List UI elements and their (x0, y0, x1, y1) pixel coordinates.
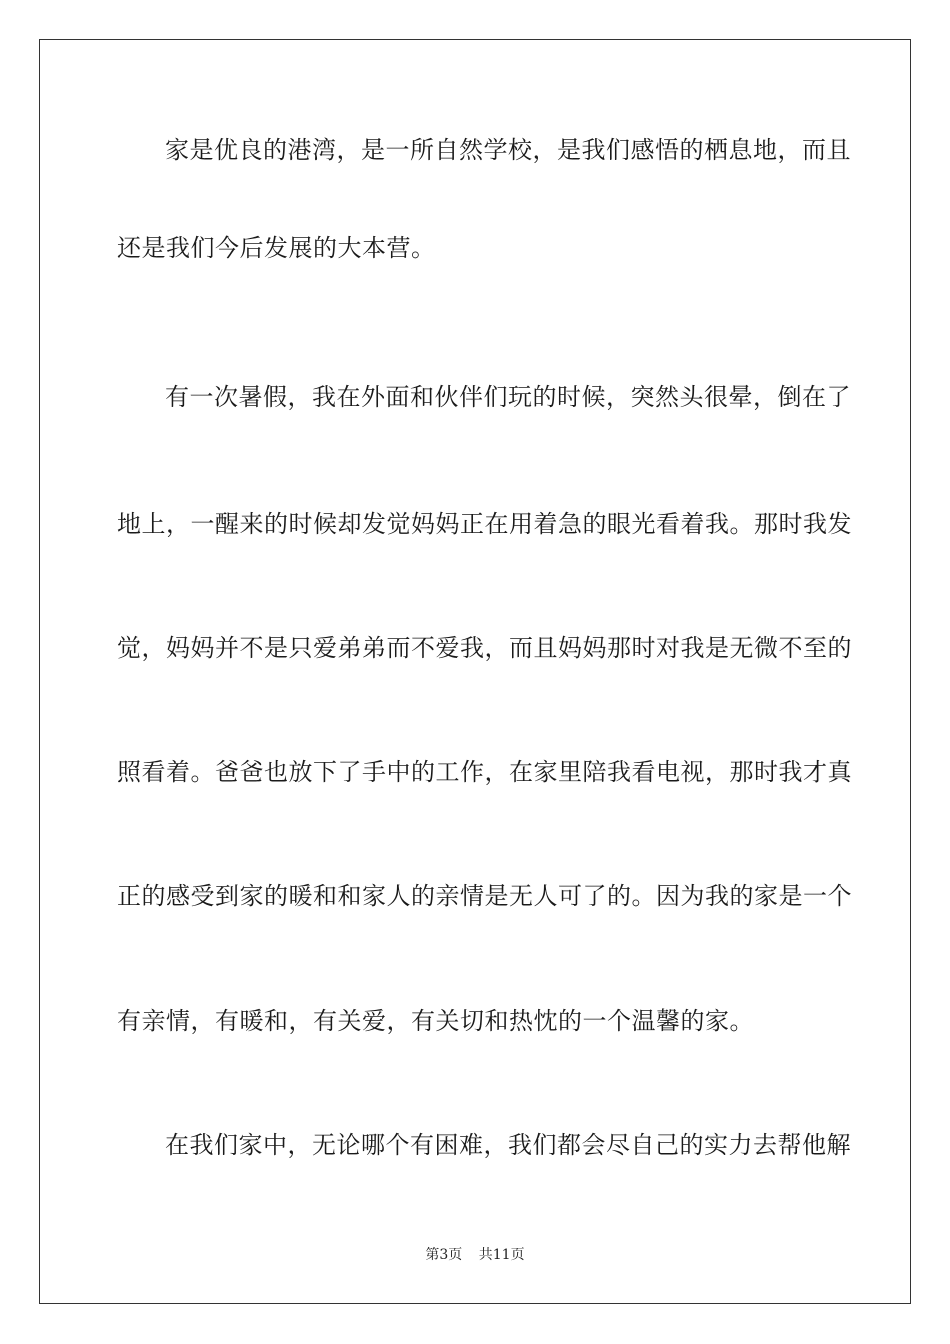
page-number: 第3页 (425, 1247, 463, 1263)
paragraph-2-line-1: 有一次暑假，我在外面和伙伴们玩的时候，突然头很晕，倒在了 (165, 383, 851, 411)
paragraph-2-line-2: 地上，一醒来的时候却发觉妈妈正在用着急的眼光看着我。那时我发 (117, 510, 852, 538)
page-footer (0, 1246, 950, 1264)
paragraph-2-line-6: 有亲情，有暖和，有关爱，有关切和热忱的一个温馨的家。 (117, 1007, 754, 1035)
paragraph-1-line-2: 还是我们今后发展的大本营。 (117, 234, 436, 262)
page-border (39, 39, 911, 1304)
paragraph-2-line-3: 觉，妈妈并不是只爱弟弟而不爱我，而且妈妈那时对我是无微不至的 (117, 634, 852, 662)
page-total: 共11页 (478, 1247, 525, 1263)
paragraph-1-line-1: 家是优良的港湾，是一所自然学校，是我们感悟的栖息地，而且 (165, 136, 851, 164)
paragraph-2-line-5: 正的感受到家的暖和和家人的亲情是无人可了的。因为我的家是一个 (117, 882, 852, 910)
paragraph-3-line-1: 在我们家中，无论哪个有困难，我们都会尽自己的实力去帮他解 (165, 1131, 851, 1159)
paragraph-2-line-4: 照看着。爸爸也放下了手中的工作，在家里陪我看电视，那时我才真 (117, 758, 852, 786)
